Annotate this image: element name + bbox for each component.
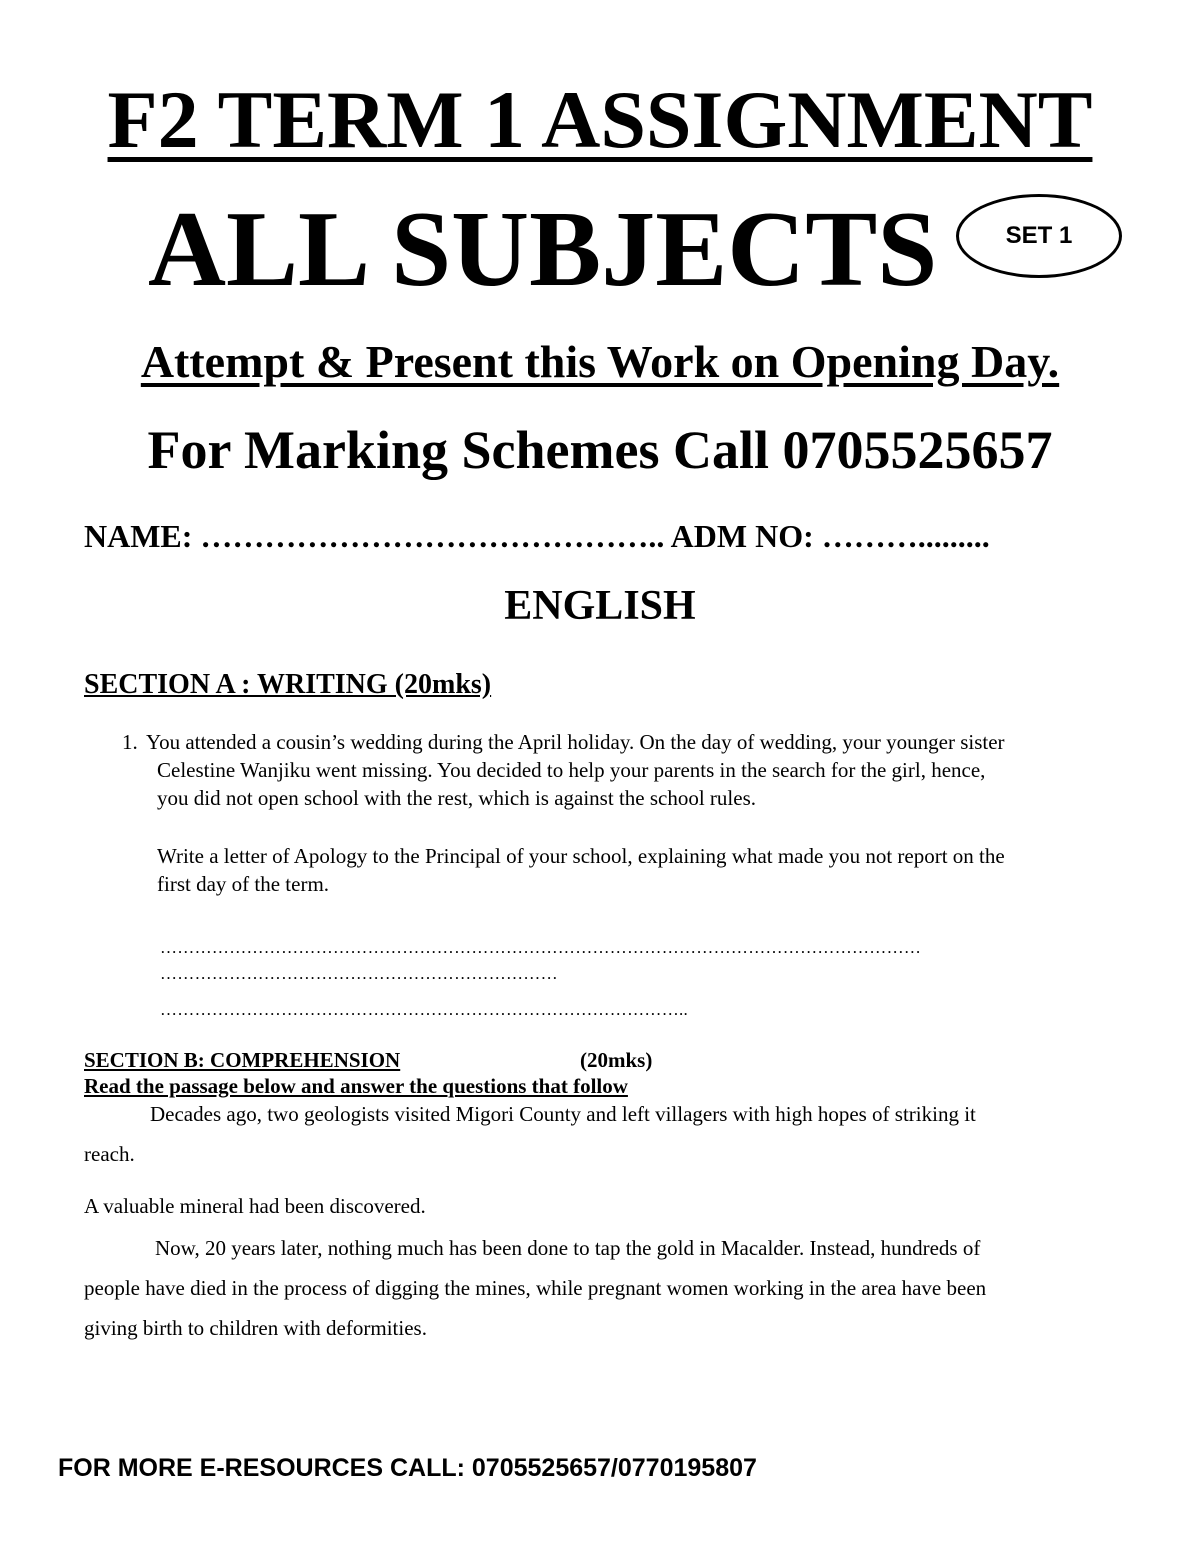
- passage-line: people have died in the process of digging the mines, while pregnant women working in the area have been: [84, 1276, 987, 1300]
- task-line: first day of the term.: [157, 872, 330, 896]
- marking-schemes-line: For Marking Schemes Call 0705525657: [147, 420, 1053, 480]
- footer-contact: FOR MORE E-RESOURCES CALL: 0705525657/0770195807: [58, 1454, 757, 1482]
- subject-heading: ENGLISH: [504, 583, 696, 629]
- task-line: Write a letter of Apology to the Principal of your school, explaining what made you not report on the: [157, 844, 1005, 868]
- passage-line: giving birth to children with deformities.: [84, 1316, 427, 1340]
- question-line: Celestine Wanjiku went missing. You decided to help your parents in the search for the girl, hence,: [157, 758, 986, 782]
- page-subtitle: ALL SUBJECTS: [148, 190, 938, 309]
- question-line: you did not open school with the rest, which is against the school rules.: [157, 786, 756, 810]
- section-b-heading: SECTION B: COMPREHENSION: [84, 1048, 401, 1072]
- question-line: You attended a cousin’s wedding during the April holiday. On the day of wedding, your younger sister: [146, 730, 1005, 754]
- page-title: [0, 72, 1200, 168]
- section-b-instruction: Read the passage below and answer the questions that follow: [84, 1074, 628, 1098]
- answer-line: ……………………………………………………………: [160, 964, 558, 983]
- passage-line: reach.: [84, 1142, 135, 1166]
- passage-line: Now, 20 years later, nothing much has been done to tap the gold in Macalder. Instead, hundreds of: [155, 1236, 981, 1260]
- section-a-heading: SECTION A : WRITING (20mks): [84, 669, 492, 700]
- passage-line: A valuable mineral had been discovered.: [84, 1194, 426, 1218]
- answer-line: ………………………………………………………………………………..: [160, 1000, 689, 1019]
- page-title-text: F2 TERM 1 ASSIGNMENT: [107, 74, 1093, 165]
- answer-line: ……………………………………………………………………………………………………………………: [160, 938, 922, 957]
- instruction-text: Attempt & Present this Work on Opening Day.: [140, 336, 1060, 387]
- instruction-line: [0, 334, 1200, 390]
- section-b-marks: (20mks): [580, 1048, 653, 1072]
- question-number: 1.: [122, 730, 138, 754]
- set-badge: SET 1: [956, 194, 1122, 278]
- name-adm-line: NAME: …………………………………….. ADM NO: ……….........: [84, 518, 990, 554]
- passage-line: Decades ago, two geologists visited Migori County and left villagers with high hopes of striking it: [150, 1102, 976, 1126]
